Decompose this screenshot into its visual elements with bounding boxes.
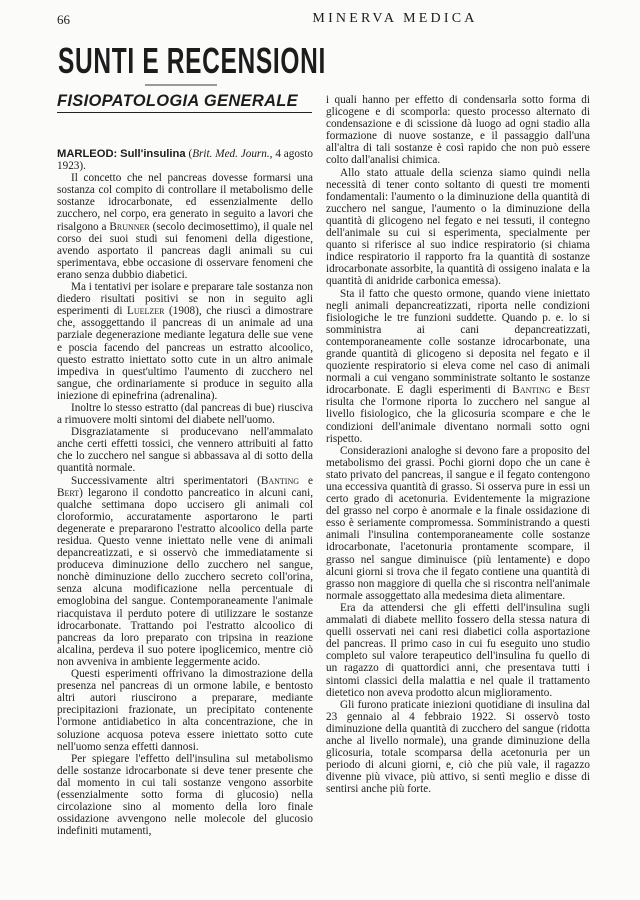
text-run: Era da attendersi che gli effetti dell'insulina sugli ammalati di diabete mellito fossero della stessa natura di quelli osservati nei cani resi diabetici colla asportazione del pancreas. Il primo caso in cui fu eseguito uno studio completo sul valore terapeutico dell'insulina fu quello di un ragazzo di quattordici anni, che presentava tutti i sintomi classici della malattia e nel quale il trattamento dietetico non aveva prodotto alcun miglioramento. [326,601,590,699]
page-title [58,40,326,82]
text-run: Allo stato attuale della scienza siamo quindi nella necessità di tener conto soltanto di questi tre momenti fondamentali: l'aumento o la diminuzione della quantità di zucchero nel sangue, l'aumento o la diminuzione della quantità di glicogeno nel fegato e nei tessuti, il contegno dell'animale su cui si esperimenta, specialmente per quanto si riferisce al suo indice respiratorio (si chiama indice respiratorio il rapporto fra la quantità di sostanze idrocarbonate assorbite, la quantità di ossigeno inalata e la quantità di anidride carbonica emessa). [326,166,590,288]
right-column [326,94,590,795]
running-head: MINERVA MEDICA [312,11,478,26]
citation-journal: Brit. Med. Journ., [192,148,273,160]
text-run: Sta il fatto che questo ormone, quando viene iniettato negli animali depancreatizzati, riporta nelle condizioni fisiologiche le tre funzioni suddette. Quando p. e. lo si somministra ai cani depancreatizzati, contemporaneamente colle sostanze idrocarbonate, una grande quantità di glicogeno si deposita nel fegato e il quoziente respiratorio si eleva come nel caso di animali normali a cui vengano somministrate soltanto le sostanze idrocarbonate. E dagli esperimenti di [326,287,590,397]
text-run: Questi esperimenti offrivano la dimostrazione della presenza nel pancreas di un ormone labile, e bentosto altri autori riuscirono a preparare, mediante precipitazioni frazionate, un precipitato contenente l'ormone antidiabetico in alta concentrazione, che in soluzione acquosa poteva essere iniettato sotto cute nell'uomo senza effetti dannosi. [57,668,313,753]
text-run: ) legarono il condotto pancreatico in alcuni cani, qualche settimana dopo uccisero gli animali col cloroformio, accuratamente asportarono le parti degenerate e prepararono l'estratto alcoolico della parte residua. Questo venne iniettato nelle vene di animali depancreatizzati, e si osservò che immediatamente si produceva diminuzione dello zucchero nel sangue, nonchè diminuzione dello zucchero secreto coll'orina, senza alcuna modificazione nella percentuale di emoglobina del sangue. Contemporaneamente l'animale riacquistava il perduto potere di utilizzare le sostanze idrocarbonate. Trattando poi l'estratto alcoolico di pancreas da loro preparato con tripsina in reazione alcalina, perdeva il suo potere ipoglicemico, mentre ciò non avveniva in ambiente leggermente acido. [57,486,313,668]
text-run: (secolo decimosettimo), il quale nel corso dei suoi studi sui fenomeni della digestione, avendo asportato il pancreas dagli animali su cui sperimentava, ebbe occasione di osservare fenomeni che erano senza dubbio diabetici. [57,220,313,281]
paragraph [57,402,313,426]
article-title: Sull'insulina [120,148,186,160]
text-run: e [550,384,569,397]
section-heading: FISIOPATOLOGIA GENERALE [57,92,312,113]
title-divider [145,84,217,86]
paragraph [57,475,313,669]
paragraph [326,167,590,288]
text-run: Successivamente altri sperimentatori ( [71,474,261,487]
author-name: Luelzer [126,305,165,318]
paragraph [57,668,313,753]
paragraph [326,602,590,699]
left-body [57,172,313,837]
paragraph [57,281,313,402]
left-column [57,148,313,837]
paragraph [326,699,590,796]
article-author: MARLEOD: [57,148,118,160]
text-run: Inoltre lo stesso estratto (dal pancreas di bue) riusciva a rimuovere molti sintomi del diabete nell'uomo. [57,401,313,427]
paragraph [57,426,313,474]
article-heading [57,148,313,172]
author-name: Best [568,384,590,397]
author-name: Bert [57,486,80,499]
text-run: Il concetto che nel pancreas dovesse formarsi una sostanza col compito di controllare il metabolismo delle sostanze idrocarbonate, ed essenzialmente dello zucchero, nel corpo, era generato in seguito a lavori che risalgono a [57,172,313,233]
author-name: Banting [512,384,551,397]
paragraph [326,288,590,445]
text-run: risulta che l'ormone riporta lo zucchero nel sangue al livello fisiologico, che la glicosuria scompare e che le condizioni dell'animale diventano normali sotto ogni rispetto. [326,396,590,445]
text-run: (1908), che riuscì a dimostrare che, assoggettando il pancreas di un animale ad una parziale degenerazione mediante legatura delle sue vene e poscia facendo del pancreas un estratto alcoolico, questo estratto iniettato sotto cute in un altro animale impediva in quest'ultimo l'aumento di zucchero nel sangue, che ordinariamente si produce in seguito alla iniezione di epinefrina (adrenalina). [57,305,313,402]
citation-date: 4 agosto 1923). [57,148,314,173]
page-title-text: SUNTI E RECENSIONI [58,40,326,81]
text-run: Per spiegare l'effetto dell'insulina sul metabolismo delle sostanze idrocarbonate si deve tener presente che dal momento in cui tali sostanze vengono assorbite (essenzialmente sotto forma di glucosio) nella circolazione sino al momento della loro finale ossidazione avvengono nelle molecole del glucosio indefiniti mutamenti, [57,752,313,838]
text-run: Disgraziatamente si producevano nell'ammalato anche certi effetti tossici, che vennero attribuiti al fatto che lo zucchero nel sangue si abbassava al di sotto della quantità normale. [57,426,313,475]
page-number: 66 [57,12,70,27]
text-run: i quali hanno per effetto di condensarla sotto forma di glicogene e di scomporla: questo processo alternato di condensazione e di scissione dà luogo ad ogni stadio alla formazione di nuove sostanze, e il passaggio dall'una all'altra di tali sostanze è così rapido che non può essere colto dall'analisi chimica. [326,94,590,167]
paragraph [57,753,313,838]
citation-open: ( [188,148,193,160]
author-name: Brunner [109,220,150,233]
paragraph [326,94,590,167]
paragraph [326,445,590,602]
text-run: Considerazioni analoghe si devono fare a proposito del metabolismo dei grassi. Pochi giorni dopo che un cane è stato privato del pancreas, il sangue e il fegato contengono una eccessiva quantità di grasso. Si osserva pure in essi un certo grado di acetonuria. Evidentemente la migrazione del grasso nel corpo è anormale e la finale ossidazione di esso è seriamente compromessa. Somministrando a questi animali l'insulina contemporaneamente colle sostanze idrocarbonate, l'acetonuria prontamente scompare, il grasso nel sangue diminuisce (più lentamente) e dopo alcuni giorni si trova che il fegato contiene una quantità di grasso non maggiore di quella che si riscontra nell'animale normale assoggettato alla medesima dieta alimentare. [326,444,590,602]
text-run: e [299,474,313,487]
right-body [326,94,590,795]
text-run: Ma i tentativi per isolare e preparare tale sostanza non diedero risultati positivi se non in seguito agli esperimenti di [57,281,313,318]
author-name: Banting [260,474,299,487]
paragraph [57,172,313,281]
text-run: Gli furono praticate iniezioni quotidiane di insulina dal 23 gennaio al 4 febbraio 1922. Si osservò tosto diminuzione della quantità di zucchero del sangue (ridotta anche al livello normale), una grande diminuzione della glicosuria, totale scomparsa della acetonuria per un periodo di alcuni giorni, e, ciò che più vale, il ragazzo divenne più vivace, più attivo, si sentì meglio e disse di sentirsi anche più forte. [326,698,590,796]
